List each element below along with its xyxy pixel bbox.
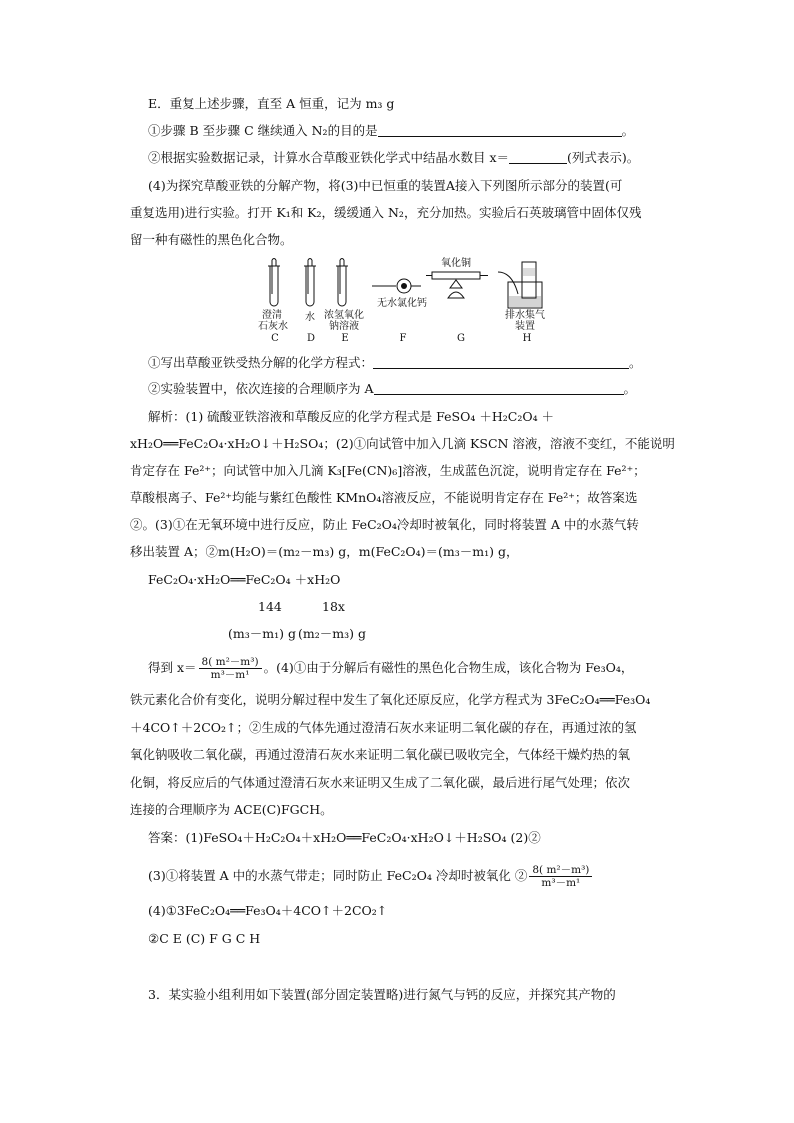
letter-h: H	[522, 333, 532, 344]
text-segment: (3)①将装置 A 中的水蒸气带走；同时防止 FeC₂O₄ 冷却时被氧化 ②	[148, 868, 528, 883]
question-text: ①步骤 B 至步骤 C 继续通入 N₂的目的是	[148, 123, 378, 138]
letter-f: F	[399, 333, 407, 344]
question-heading: 3．某实验小组利用如下装置(部分固定装置略)进行氮气与钙的反应，并探究其产物的	[148, 987, 616, 1002]
text-segment: 。(4)①由于分解后有磁性的黑色化合物生成，该化合物为 Fe₃O₄，	[263, 660, 634, 675]
label-f: 无水氯化钙	[377, 298, 427, 309]
label-e1: 浓氢氧化	[324, 310, 364, 321]
equation-mass: (m₂－m₃) g	[298, 626, 366, 641]
text-line: 化铜，将反应后的气体通过澄清石灰水来证明又生成了二氧化碳，最后进行尾气处理；依次	[130, 775, 631, 790]
text-line: (4)为探究草酸亚铁的分解产物，将(3)中已恒重的装置A接入下列图所示部分的装置(可	[148, 178, 623, 193]
question-text: ②根据实验数据记录，计算水合草酸亚铁化学式中结晶水数目 x＝	[148, 150, 510, 165]
letter-d: D	[306, 333, 316, 344]
letter-c: C	[271, 333, 279, 344]
label-h1: 排水集气	[505, 310, 545, 321]
text-line: 重复选用)进行实验。打开 K₁和 K₂，缓缓通入 N₂，充分加热。实验后石英玻璃管中固体仅残	[130, 205, 642, 220]
answer-line	[148, 864, 594, 889]
denominator: m³－m¹	[541, 877, 581, 889]
text-line: 草酸根离子、Fe²⁺均能与紫红色酸性 KMnO₄溶液反应，不能说明肯定存在 Fe²⁺；故答案选	[130, 490, 638, 505]
apparatus-figure	[260, 258, 560, 348]
numerator: 8( m²－m³)	[529, 864, 592, 877]
text-line	[148, 656, 633, 681]
text-line: E．重复上述步骤，直至 A 恒重，记为 m₃ g	[148, 96, 395, 111]
text-line: 连接的合理顺序为 ACE(C)FGCH。	[130, 802, 333, 817]
question-line	[148, 149, 639, 167]
text-line: xH₂O══FeC₂O₄·xH₂O↓＋H₂SO₄；(2)①向试管中加入几滴 KSCN 溶液，溶液不变红，不能说明	[130, 436, 675, 451]
letter-e: E	[341, 333, 349, 344]
answer-blank[interactable]	[378, 124, 622, 137]
fraction	[529, 864, 592, 889]
question-line	[148, 122, 634, 140]
text-line: 铁元素化合价有变化，说明分解过程中发生了氧化还原反应，化学方程式为 3FeC₂O₄══Fe₃O₄	[130, 692, 651, 707]
answer-line: ②C E (C) F G C H	[148, 931, 261, 946]
period: 。	[621, 123, 635, 138]
text-line: ＋4CO↑＋2CO₂↑；②生成的气体先通过澄清石灰水来证明二氧化碳的存在，再通过浓的氢	[130, 720, 637, 735]
period: 。	[629, 355, 642, 370]
answer-blank[interactable]	[374, 382, 624, 395]
answer-line: 答案：(1)FeSO₄＋H₂C₂O₄＋xH₂O══FeC₂O₄·xH₂O↓＋H₂SO₄ (2)②	[148, 830, 541, 845]
text-line: ②。(3)①在无氧环境中进行反应，防止 FeC₂O₄冷却时被氧化，同时将装置 A 中的水蒸气转	[130, 517, 639, 532]
answer-line: (4)①3FeC₂O₄══Fe₃O₄＋4CO↑＋2CO₂↑	[148, 903, 388, 918]
answer-blank[interactable]	[373, 356, 629, 369]
label-h2: 装置	[515, 321, 535, 332]
label-e2: 钠溶液	[329, 321, 359, 332]
equation-mass: (m₃－m₁) g	[228, 626, 296, 641]
equation: FeC₂O₄·xH₂O══FeC₂O₄ ＋xH₂O	[148, 572, 341, 587]
text-segment: 得到 x＝	[148, 660, 197, 675]
equation-coef: 144	[258, 599, 282, 614]
letter-g: G	[457, 333, 465, 344]
denominator: m³－m¹	[210, 669, 250, 681]
question-line	[148, 354, 642, 372]
text-line: 氧化钠吸收二氧化碳，再通过澄清石灰水来证明二氧化碳已吸收完全，气体经干燥灼热的氧	[130, 747, 631, 762]
period: 。	[623, 381, 637, 396]
label-d: 水	[305, 312, 315, 323]
text-line: 解析：(1) 硫酸亚铁溶液和草酸反应的化学方程式是 FeSO₄ ＋H₂C₂O₄ ＋	[148, 409, 555, 424]
numerator: 8( m²－m³)	[199, 656, 262, 669]
fraction	[199, 656, 262, 681]
label-g: 氧化铜	[441, 258, 471, 269]
question-line	[148, 380, 636, 398]
question-text: ②实验装置中，依次连接的合理顺序为 A	[148, 381, 374, 396]
text-line: 留一种有磁性的黑色化合物。	[130, 232, 293, 247]
equation-coef: 18x	[322, 599, 345, 614]
label-c1: 澄清	[262, 310, 282, 321]
answer-blank[interactable]	[509, 151, 567, 164]
question-text: ①写出草酸亚铁受热分解的化学方程式：	[148, 355, 374, 370]
text-line: 肯定存在 Fe²⁺；向试管中加入几滴 K₃[Fe(CN)₆]溶液，生成蓝色沉淀，说明肯定存在 Fe²⁺；	[130, 463, 646, 478]
note: (列式表示)。	[567, 150, 640, 165]
label-c2: 石灰水	[258, 321, 288, 332]
text-line: 移出装置 A；②m(H₂O)＝(m₂－m₃) g，m(FeC₂O₄)＝(m₃－m₁) g，	[130, 544, 519, 559]
